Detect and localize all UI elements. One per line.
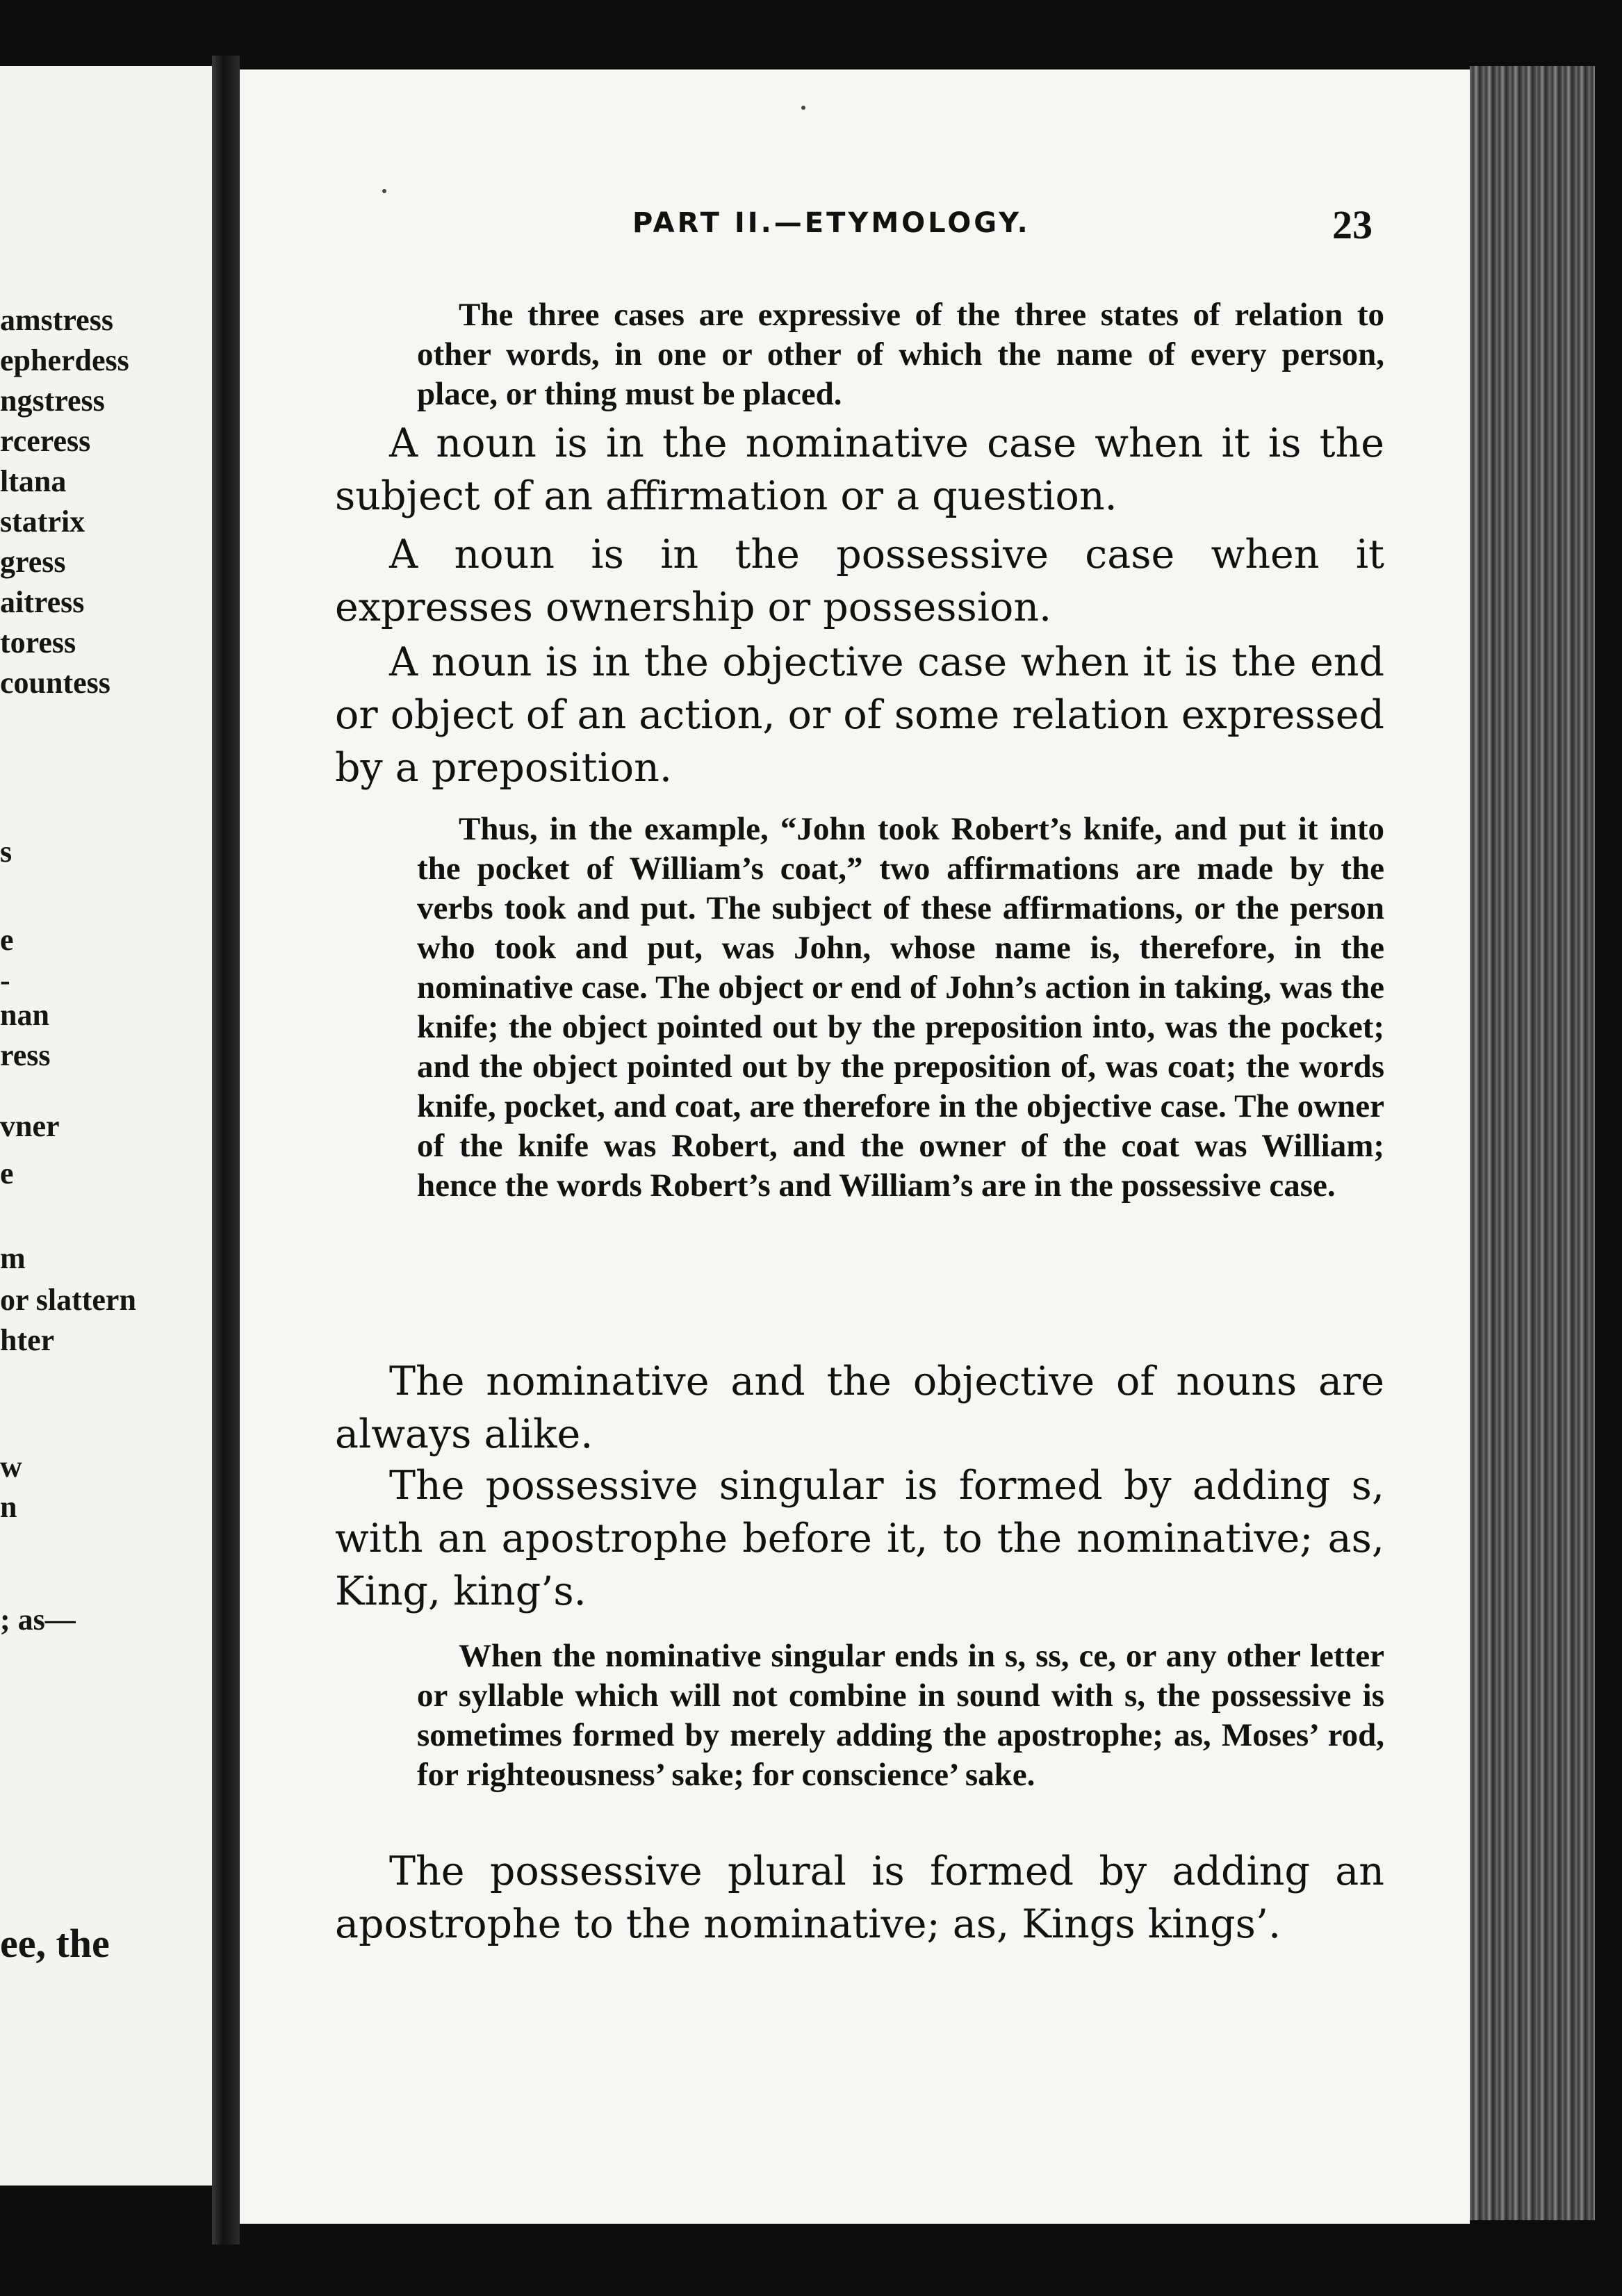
left-page-line: n <box>0 1490 17 1524</box>
left-page-line: w <box>0 1450 22 1484</box>
left-page-line: ress <box>0 1038 51 1072</box>
note-paragraph <box>335 810 1384 1206</box>
left-page-line: m <box>0 1241 26 1275</box>
left-page-fragment <box>0 66 212 2186</box>
paragraph-text: A noun is in the possessive case when it expresses ownership or possession. <box>335 532 1384 630</box>
left-page-line: gress <box>0 545 66 579</box>
rule-paragraph <box>335 636 1384 794</box>
running-head <box>386 202 1373 250</box>
paragraph-text: The possessive plural is formed by adding an apostrophe to the nominative; as, Kings kings’. <box>335 1848 1384 1947</box>
rule-paragraph <box>335 1459 1384 1618</box>
rule-paragraph <box>335 417 1384 523</box>
running-title: PART II.—ETYMOLOGY. <box>632 207 1031 239</box>
left-page-line: rceress <box>0 424 91 458</box>
paragraph-text: Thus, in the example, “John took Robert’s knife, and put it into the pocket of William’s coat,” two affirmations are made by the verbs took and put. The subject of these affirmations, or the person who took and put, was John, whose name is, therefore, in the nominative case. The object or end of John’s action in taking, was the knife; the object pointed out by the preposition into, was the pocket; and the object pointed out by the preposition of, was coat; the words knife, pocket, and coat, are therefore in the objective case. The owner of the knife was Robert, and the owner of the coat was William; hence the words Robert’s and William’s are in the possessive case. <box>417 811 1384 1204</box>
book-gutter <box>212 56 240 2245</box>
note-paragraph <box>335 1637 1384 1795</box>
left-page-line: ee, the <box>0 1921 110 1966</box>
left-page-line: hter <box>0 1323 55 1357</box>
left-page-line: - <box>0 963 10 997</box>
left-page-line: vner <box>0 1109 60 1143</box>
left-page-line: nan <box>0 998 49 1032</box>
left-page-line: aitress <box>0 585 85 619</box>
left-page-line: e <box>0 1156 14 1190</box>
left-page-line: amstress <box>0 303 113 337</box>
paragraph-text: A noun is in the objective case when it is the end or object of an action, or of some relation expressed by a preposition. <box>335 639 1384 791</box>
left-page-line: statrix <box>0 505 85 539</box>
note-paragraph <box>335 295 1384 414</box>
rule-paragraph <box>335 528 1384 634</box>
rule-paragraph <box>335 1845 1384 1951</box>
page-edge-stack <box>1470 66 1595 2220</box>
left-page-line: epherdess <box>0 343 129 377</box>
paragraph-text: A noun is in the nominative case when it is the subject of an affirmation or a question. <box>335 420 1384 519</box>
left-page-line: toress <box>0 625 76 659</box>
rule-paragraph <box>335 1355 1384 1461</box>
paragraph-text: The nominative and the objective of nouns are always alike. <box>335 1359 1384 1457</box>
page-number: 23 <box>1332 202 1373 247</box>
left-page-line: ; as— <box>0 1602 76 1637</box>
paragraph-text: When the nominative singular ends in s, ss, ce, or any other letter or syllable which will not combine in sound with s, the possessive is sometimes formed by merely adding the apostrophe; as, Moses’ rod, for righteousness’ sake; for conscience’ sake. <box>417 1638 1384 1793</box>
left-page-line: e <box>0 923 14 957</box>
paragraph-text: The three cases are expressive of the three states of relation to other words, in one or other of which the name of every person, place, or thing must be placed. <box>417 297 1384 412</box>
left-page-line: ltana <box>0 464 67 498</box>
left-page-line: s <box>0 835 13 869</box>
left-page-line: ngstress <box>0 384 105 418</box>
left-page-line: countess <box>0 666 110 700</box>
left-page-line: or slattern <box>0 1283 136 1317</box>
paragraph-text: The possessive singular is formed by adding s, with an apostrophe before it, to the nominative; as, King, king’s. <box>335 1463 1384 1614</box>
